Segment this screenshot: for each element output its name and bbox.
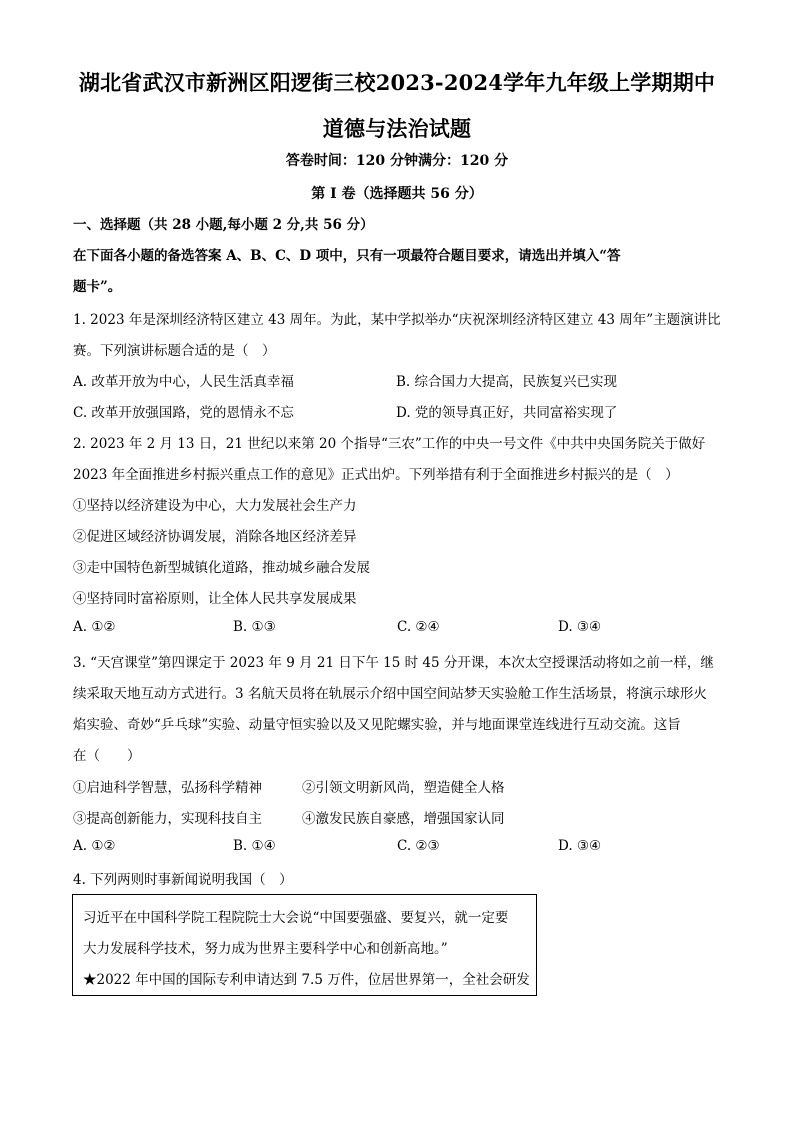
volume-heading: 第 I 卷（选择题共 56 分） (311, 186, 483, 202)
question-2-option-d: D. ③④ (558, 619, 602, 635)
question-3-option-d: D. ③④ (558, 838, 602, 854)
news-box-line-3: ★2022 年中国的国际专利申请达到 7.5 万件，位居世界第一，全社会研发 (83, 972, 530, 988)
question-2-stem: 2. 2023 年 2 月 13 日，21 世纪以来第 20 个指导“三农”工作的中央一号文件《中共中央国务院关于做好 (73, 436, 706, 452)
question-2-stem-cont: 2023 年全面推进乡村振兴重点工作的意见》正式出炉。下列举措有利于全面推进乡村振兴的是（ ） (73, 467, 679, 483)
question-3-stem-cont-2: 焰实验、奇妙“乒乓球”实验、动量守恒实验以及又见陀螺实验，并与地面课堂连线进行互动交流。这旨 (73, 717, 681, 733)
question-4-stem: 4. 下列两则时事新闻说明我国（ ） (73, 872, 293, 888)
question-1-option-d: D. 党的领导真正好，共同富裕实现了 (396, 405, 618, 421)
question-1-option-b: B. 综合国力大提高，民族复兴已实现 (396, 374, 618, 390)
news-box (72, 894, 537, 996)
question-3-stem-cont-3: 在（ ） (73, 748, 141, 764)
question-2-item-4: ④坚持同时富裕原则，让全体人民共享发展成果 (73, 591, 357, 607)
question-3-stem-cont-1: 续采取天地互动方式进行。3 名航天员将在轨展示介绍中国空间站梦天实验舱工作生活场景，将演示球形火 (73, 686, 707, 702)
section-instruction: 在下面各小题的备选答案 A、B、C、D 项中，只有一项最符合题目要求，请选出并填入“答 (73, 248, 621, 264)
question-2-item-1: ①坚持以经济建设为中心，大力发展社会生产力 (73, 498, 357, 514)
question-1-option-a: A. 改革开放为中心，人民生活真幸福 (73, 374, 294, 390)
question-2-item-3: ③走中国特色新型城镇化道路，推动城乡融合发展 (73, 560, 370, 576)
document-title-line2: 道德与法治试题 (322, 116, 472, 141)
question-2-option-b: B. ①③ (233, 619, 276, 635)
question-3-item-1: ①启迪科学智慧，弘扬科学精神 (73, 780, 262, 796)
question-3-item-4: ④激发民族自豪感，增强国家认同 (302, 811, 505, 827)
news-box-line-1: 习近平在中国科学院工程院院士大会说“中国要强盛、要复兴，就一定要 (83, 910, 509, 926)
question-3-item-2: ②引领文明新风尚，塑造健全人格 (302, 780, 505, 796)
question-3-option-a: A. ①② (73, 838, 116, 854)
news-box-line-2: 大力发展科学技术，努力成为世界主要科学中心和创新高地。” (83, 941, 448, 957)
question-1-stem-cont: 赛。下列演讲标题合适的是（ ） (73, 343, 276, 359)
exam-time-info: 答卷时间：120 分钟满分：120 分 (285, 153, 509, 169)
question-3-item-3: ③提高创新能力，实现科技自主 (73, 811, 262, 827)
question-1-option-c: C. 改革开放强国路，党的恩情永不忘 (73, 405, 294, 421)
question-3-option-c: C. ②③ (397, 838, 440, 854)
question-2-item-2: ②促进区域经济协调发展，消除各地区经济差异 (73, 529, 357, 545)
section-heading: 一、选择题（共 28 小题,每小题 2 分,共 56 分） (73, 217, 374, 233)
question-1-stem: 1. 2023 年是深圳经济特区建立 43 周年。为此，某中学拟举办“庆祝深圳经济特区建立 43 周年”主题演讲比 (73, 312, 721, 328)
document-title-line1: 湖北省武汉市新洲区阳逻街三校2023-2024学年九年级上学期期中 (78, 70, 716, 95)
question-2-option-c: C. ②④ (397, 619, 440, 635)
question-3-option-b: B. ①④ (233, 838, 276, 854)
section-instruction-cont: 题卡”。 (73, 279, 122, 295)
question-3-stem: 3. “天宫课堂”第四课定于 2023 年 9 月 21 日下午 15 时 45 分开课，本次太空授课活动将如之前一样，继 (73, 655, 714, 671)
question-2-option-a: A. ①② (73, 619, 116, 635)
